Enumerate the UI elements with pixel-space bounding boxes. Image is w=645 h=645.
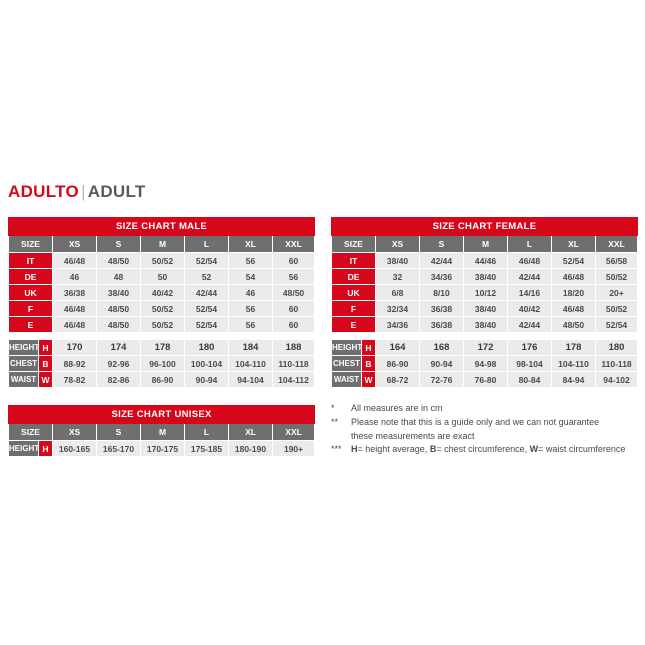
table-cell: 180 [185,340,229,356]
table-cell: 52/54 [596,317,638,333]
note-text: All measures are in cm [351,403,443,413]
table-cell: 38/40 [464,301,508,317]
table-cell: 104-112 [273,372,315,388]
table-spacer [332,333,638,340]
table-cell: 38/40 [376,253,420,269]
table-cell: 160-165 [53,441,97,457]
table-cell: 96-100 [141,356,185,372]
table-heading-row [332,218,638,236]
table-heading-row [9,218,315,236]
column-header-xs: XS [53,424,97,441]
page-title-separator: | [81,182,86,201]
table-cell: 48 [97,269,141,285]
column-header-xl: XL [552,236,596,253]
table-cell: 18/20 [552,285,596,301]
measure-row-badge: H [39,441,53,457]
table-cell: 34/36 [420,269,464,285]
table-cell: 104-110 [552,356,596,372]
table-cell: 72-76 [420,372,464,388]
table-cell: 60 [273,253,315,269]
table-cell: 42/44 [420,253,464,269]
table-row [9,269,315,285]
table-cell: 82-86 [97,372,141,388]
row-label: DE [332,269,376,285]
table-cell: 56/58 [596,253,638,269]
measure-row-badge: W [362,372,376,388]
size-chart-unisex-heading: SIZE CHART UNISEX [9,406,315,424]
measure-row-label: CHEST [332,356,362,372]
row-label: E [332,317,376,333]
row-label: F [332,301,376,317]
row-label: F [9,301,53,317]
column-header-size: SIZE [9,236,53,253]
table-row [332,253,638,269]
measure-row-label: HEIGHT [332,340,362,356]
table-cell: 110-118 [596,356,638,372]
table-cell: 78-82 [53,372,97,388]
column-header-s: S [420,236,464,253]
legend-h-symbol: H [351,444,358,454]
measure-row-badge: W [39,372,53,388]
table-cell: 54 [229,269,273,285]
row-label: IT [332,253,376,269]
table-cell: 46/48 [508,253,552,269]
table-cell: 60 [273,301,315,317]
size-chart-unisex-table [8,405,315,457]
table-cell: 46/48 [53,317,97,333]
table-cell: 60 [273,317,315,333]
table-cell: 178 [141,340,185,356]
row-label: E [9,317,53,333]
column-header-xs: XS [53,236,97,253]
table-cell: 52 [185,269,229,285]
table-cell: 44/46 [464,253,508,269]
table-cell: 176 [508,340,552,356]
measure-row [9,340,315,356]
table-cell: 92-96 [97,356,141,372]
table-row [332,269,638,285]
table-cell: 48/50 [273,285,315,301]
table-cell: 46/48 [552,269,596,285]
column-header-size: SIZE [332,236,376,253]
note-item [331,416,643,429]
column-header-xxl: XXL [596,236,638,253]
note-marker: *** [331,444,342,454]
table-cell: 104-110 [229,356,273,372]
table-cell: 164 [376,340,420,356]
measure-row-label: WAIST [9,372,39,388]
table-cell: 94-102 [596,372,638,388]
note-text: Please note that this is a guide only and we can not guarantee [351,417,600,427]
table-cell: 184 [229,340,273,356]
column-header-m: M [141,424,185,441]
column-header-m: M [141,236,185,253]
column-header-l: L [185,424,229,441]
measure-row-badge: H [362,340,376,356]
column-header-s: S [97,236,141,253]
column-header-s: S [97,424,141,441]
table-column-header-row [332,236,638,253]
table-cell: 175-185 [185,441,229,457]
table-cell: 52/54 [185,301,229,317]
table-cell: 56 [229,301,273,317]
measure-row-label: HEIGHT [9,441,39,457]
column-header-xl: XL [229,236,273,253]
column-header-xxl: XXL [273,424,315,441]
size-chart-female-table [331,217,638,388]
table-cell: 178 [552,340,596,356]
table-cell: 36/38 [420,317,464,333]
legend-h-desc: = height average, [357,444,430,454]
table-cell: 50/52 [141,301,185,317]
table-cell: 170 [53,340,97,356]
page-title [8,182,146,202]
table-cell: 50/52 [596,269,638,285]
table-cell: 68-72 [376,372,420,388]
table-cell: 165-170 [97,441,141,457]
table-cell: 10/12 [464,285,508,301]
row-label: DE [9,269,53,285]
table-cell: 46 [53,269,97,285]
measure-row [332,340,638,356]
measure-row-badge: B [39,356,53,372]
table-cell: 36/38 [53,285,97,301]
table-cell: 174 [97,340,141,356]
measure-row-badge: B [362,356,376,372]
measure-row [9,356,315,372]
table-cell: 180 [596,340,638,356]
table-cell: 94-104 [229,372,273,388]
table-cell: 38/40 [464,269,508,285]
table-cell: 98-104 [508,356,552,372]
measure-row-label: WAIST [332,372,362,388]
column-header-l: L [185,236,229,253]
table-cell: 170-175 [141,441,185,457]
note-item [331,443,643,456]
table-cell: 42/44 [508,317,552,333]
table-cell: 40/42 [508,301,552,317]
table-cell: 48/50 [97,317,141,333]
table-cell: 90-94 [185,372,229,388]
table-spacer [9,333,315,340]
table-cell: 48/50 [552,317,596,333]
table-cell: 32 [376,269,420,285]
measure-row [9,372,315,388]
table-cell: 52/54 [185,253,229,269]
size-chart-male-heading: SIZE CHART MALE [9,218,315,236]
table-cell: 38/40 [464,317,508,333]
table-cell: 46/48 [53,301,97,317]
table-cell: 50/52 [141,253,185,269]
table-cell: 8/10 [420,285,464,301]
table-cell: 180-190 [229,441,273,457]
table-cell: 38/40 [97,285,141,301]
table-cell: 50/52 [141,317,185,333]
table-cell: 42/44 [508,269,552,285]
table-row [332,285,638,301]
column-header-xxl: XXL [273,236,315,253]
table-cell: 46 [229,285,273,301]
measure-row [9,441,315,457]
row-label: UK [9,285,53,301]
notes-section [331,402,643,457]
legend-b-symbol: B [429,444,437,454]
row-label: UK [332,285,376,301]
table-cell: 88-92 [53,356,97,372]
column-header-xs: XS [376,236,420,253]
size-chart-male-table [8,217,315,388]
note-subtext: these measurements are exact [351,431,475,441]
note-marker: ** [331,417,339,427]
table-cell: 84-94 [552,372,596,388]
note-item [331,402,643,415]
table-cell: 90-94 [420,356,464,372]
table-cell: 48/50 [97,253,141,269]
table-cell: 34/36 [376,317,420,333]
table-row [332,301,638,317]
column-header-m: M [464,236,508,253]
measure-row-label: HEIGHT [9,340,39,356]
table-cell: 188 [273,340,315,356]
table-cell: 42/44 [185,285,229,301]
table-cell: 14/16 [508,285,552,301]
note-marker: * [331,403,335,413]
table-cell: 46/48 [552,301,596,317]
column-header-l: L [508,236,552,253]
table-column-header-row [9,424,315,441]
table-cell: 50 [141,269,185,285]
table-cell: 46/48 [53,253,97,269]
page-title-left: ADULTO [8,182,80,201]
table-row [9,253,315,269]
table-cell: 48/50 [97,301,141,317]
table-cell: 20+ [596,285,638,301]
table-cell: 52/54 [185,317,229,333]
table-cell: 40/42 [141,285,185,301]
row-label: IT [9,253,53,269]
table-row [9,317,315,333]
size-chart-female-heading: SIZE CHART FEMALE [332,218,638,236]
table-cell: 50/52 [596,301,638,317]
table-cell: 80-84 [508,372,552,388]
table-cell: 32/34 [376,301,420,317]
column-header-xl: XL [229,424,273,441]
table-cell: 100-104 [185,356,229,372]
table-cell: 190+ [273,441,315,457]
table-heading-row [9,406,315,424]
table-cell: 56 [229,253,273,269]
legend-w-symbol: W [529,444,539,454]
table-cell: 172 [464,340,508,356]
table-cell: 56 [229,317,273,333]
table-column-header-row [9,236,315,253]
table-row [9,301,315,317]
table-cell: 36/38 [420,301,464,317]
measure-row [332,356,638,372]
table-cell: 168 [420,340,464,356]
legend-b-desc: = chest circumference, [436,444,530,454]
measure-row-label: CHEST [9,356,39,372]
legend-w-desc: = waist circumference [538,444,626,454]
page-title-right: ADULT [87,182,146,201]
table-row [332,317,638,333]
table-cell: 86-90 [141,372,185,388]
column-header-size: SIZE [9,424,53,441]
measure-row [332,372,638,388]
table-cell: 86-90 [376,356,420,372]
table-cell: 6/8 [376,285,420,301]
table-cell: 110-118 [273,356,315,372]
table-cell: 56 [273,269,315,285]
table-cell: 76-80 [464,372,508,388]
table-cell: 94-98 [464,356,508,372]
table-cell: 52/54 [552,253,596,269]
table-row [9,285,315,301]
note-text-legend [351,443,643,456]
measure-row-badge: H [39,340,53,356]
